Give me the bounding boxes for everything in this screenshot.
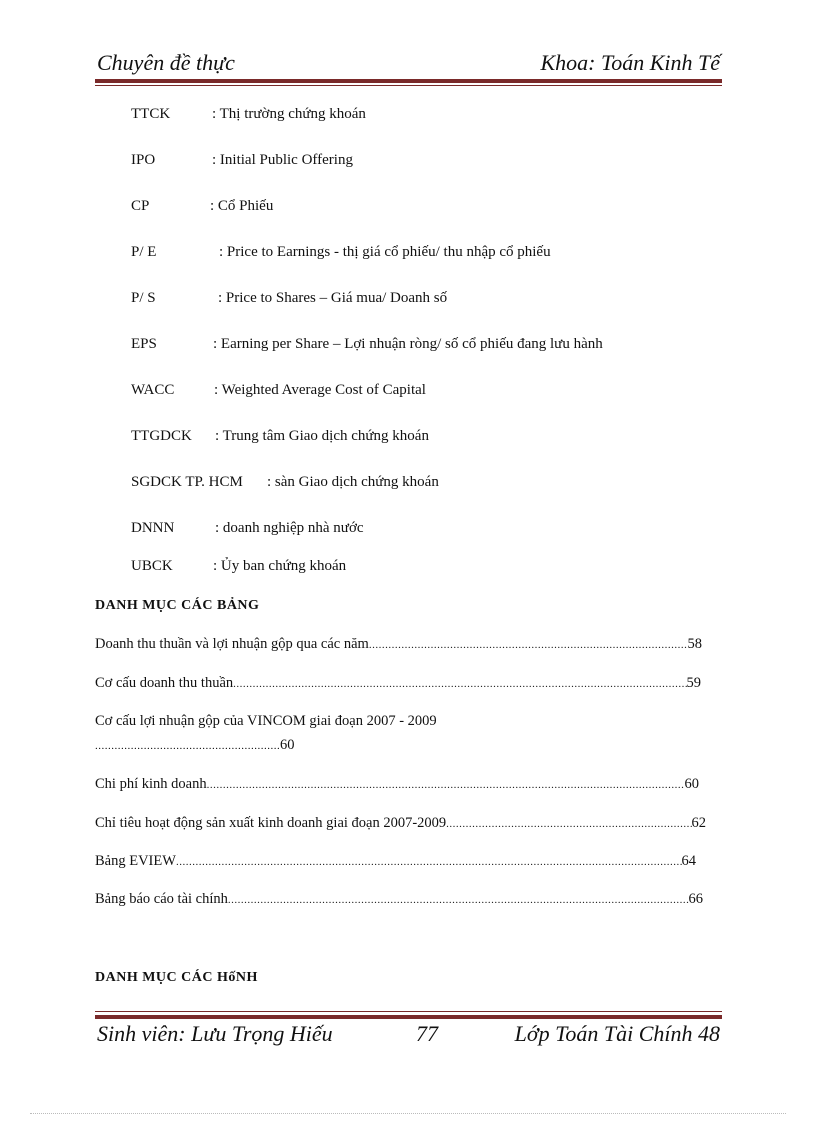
toc-entry-label: Bảng báo cáo tài chính <box>95 891 228 907</box>
toc-leader-dots <box>369 639 688 651</box>
toc-leader-dots <box>233 678 686 690</box>
toc-leader-dots <box>95 740 279 752</box>
footer-page-number: 77 <box>416 1021 438 1046</box>
toc-leader-dots <box>207 779 685 791</box>
abbr-term: EPS <box>131 336 157 352</box>
abbr-term: TTCK <box>131 106 171 122</box>
toc-entry-page: 60 <box>280 737 295 753</box>
toc-leader-dots <box>176 856 682 868</box>
toc-entry-label: Cơ cấu lợi nhuận gộp của VINCOM giai đoạn 2007 - 2009 <box>95 713 437 729</box>
toc-entry[interactable] <box>95 891 703 908</box>
header-right: Khoa: Toán Kinh Tế <box>540 50 720 75</box>
abbr-term: TTGDCK <box>131 428 192 444</box>
toc-entry[interactable] <box>95 815 706 832</box>
abbr-term: WACC <box>131 382 175 398</box>
abbr-term: P/ E <box>131 244 157 260</box>
toc-entry-page: 58 <box>687 636 702 652</box>
toc-entry-page: 66 <box>688 891 703 907</box>
toc-entry-page: 64 <box>681 853 696 869</box>
abbr-def: : Initial Public Offering <box>212 152 353 168</box>
abbr-def: : Earning per Share – Lợi nhuận ròng/ số cổ phiếu đang lưu hành <box>213 336 603 352</box>
abbr-term: P/ S <box>131 290 156 306</box>
toc-entry-label: Bảng EVIEW <box>95 853 176 869</box>
toc-entry[interactable] <box>95 853 696 870</box>
toc-entry-page: 59 <box>686 675 701 691</box>
toc-entry-label: Doanh thu thuần và lợi nhuận gộp qua các năm <box>95 636 369 652</box>
abbr-def: : Price to Earnings - thị giá cổ phiếu/ thu nhập cổ phiếu <box>219 244 551 260</box>
header-rule-thick <box>95 79 722 83</box>
page-edge-divider <box>30 1113 786 1114</box>
abbr-def: : Weighted Average Cost of Capital <box>214 382 426 398</box>
toc-entry[interactable] <box>95 776 699 793</box>
abbr-def: : doanh nghiệp nhà nước <box>215 520 364 536</box>
abbr-def: : sàn Giao dịch chứng khoán <box>267 474 439 490</box>
toc-entry[interactable] <box>95 675 701 692</box>
toc-entry-label: Chỉ tiêu hoạt động sản xuất kinh doanh giai đoạn 2007-2009 <box>95 815 447 831</box>
toc-entry[interactable] <box>95 636 702 653</box>
toc-entry-page: 60 <box>684 776 699 792</box>
toc-entry-label: Cơ cấu doanh thu thuần <box>95 675 234 691</box>
abbr-def: : Thị trường chứng khoán <box>212 106 366 122</box>
abbr-def: : Price to Shares – Giá mua/ Doanh số <box>218 290 448 306</box>
toc-entry-label: Chi phí kinh doanh <box>95 776 207 792</box>
toc-leader-dots <box>228 894 689 906</box>
abbr-term: DNNN <box>131 520 175 536</box>
abbr-term: CP <box>131 198 150 214</box>
footer-class: Lớp Toán Tài Chính 48 <box>514 1021 720 1046</box>
tables-section-title: DANH MỤC CÁC BẢNG <box>95 598 260 613</box>
footer-rule-thin <box>95 1011 722 1012</box>
footer-rule-thick <box>95 1015 722 1019</box>
header-left: Chuyên đề thực <box>97 50 235 75</box>
abbr-def: : Cổ Phiếu <box>210 198 274 214</box>
figures-section-title: DANH MỤC CÁC HốNH <box>95 970 258 985</box>
abbr-term: SGDCK TP. HCM <box>131 474 243 490</box>
toc-entry-page: 62 <box>691 815 706 831</box>
toc-leader-dots <box>446 818 691 830</box>
abbr-def: : Trung tâm Giao dịch chứng khoán <box>215 428 429 444</box>
abbr-term: IPO <box>131 152 156 168</box>
abbr-def: : Ủy ban chứng khoán <box>213 558 347 574</box>
header-rule-thin <box>95 85 722 86</box>
abbr-term: UBCK <box>131 558 173 574</box>
footer-student: Sinh viên: Lưu Trọng Hiếu <box>97 1021 333 1046</box>
